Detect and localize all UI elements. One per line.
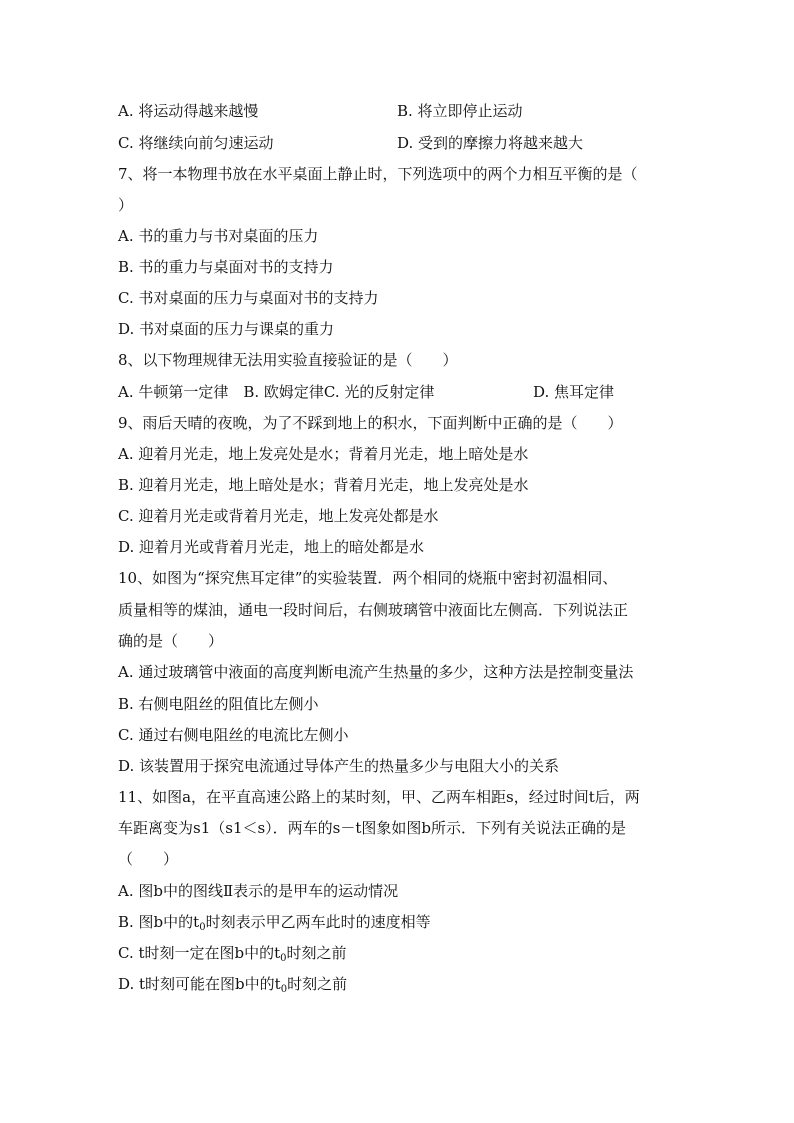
q8-options-abc: A. 牛顿第一定律 B. 欧姆定律C. 光的反射定律 [118, 383, 435, 401]
q10-stem-line-1: 10、如图为“探究焦耳定律”的实验装置．两个相同的烧瓶中密封初温相同、 [118, 569, 618, 587]
q10-option-b: B. 右侧电阻丝的阻值比左侧小 [118, 695, 319, 713]
q10-option-d: D. 该装置用于探究电流通过导体产生的热量多少与电阻大小的关系 [118, 757, 560, 775]
q11-option-b-post: 时刻表示甲乙两车此时的速度相等 [205, 913, 431, 931]
q6-option-a: A. 将运动得越来越慢 [118, 102, 259, 120]
q10-option-c: C. 通过右侧电阻丝的电流比左侧小 [118, 726, 349, 744]
q6-option-b: B. 将立即停止运动 [397, 102, 523, 120]
q11-option-d-subscript: 0 [280, 984, 288, 995]
q7-option-a: A. 书的重力与书对桌面的压力 [118, 227, 319, 245]
q7-stem-line-1: 7、将一本物理书放在水平桌面上静止时，下列选项中的两个力相互平衡的是（ [118, 165, 638, 183]
q8-stem: 8、以下物理规律无法用实验直接验证的是（ ） [118, 351, 458, 369]
q11-option-a: A. 图b中的图线Ⅱ表示的是甲车的运动情况 [118, 882, 399, 900]
q7-stem-line-2: ） [118, 196, 134, 214]
q11-option-c-subscript: 0 [280, 953, 287, 964]
q11-stem-line-3: （ ） [118, 850, 179, 868]
q9-option-a: A. 迎着月光走，地上发亮处是水；背着月光走，地上暗处是水 [118, 445, 529, 463]
q9-stem: 9、雨后天晴的夜晚，为了不踩到地上的积水，下面判断中正确的是（ ） [118, 414, 623, 432]
q11-option-b [118, 912, 431, 932]
q6-option-c: C. 将继续向前匀速运动 [118, 134, 274, 152]
q10-option-a: A. 通过玻璃管中液面的高度判断电流产生热量的多少，这种方法是控制变量法 [118, 663, 634, 681]
q6-option-d: D. 受到的摩擦力将越来越大 [397, 134, 584, 152]
q10-stem-line-2: 质量相等的煤油，通电一段时间后，右侧玻璃管中液面比左侧高．下列说法正 [118, 601, 629, 619]
q11-option-c-pre: C. t时刻一定在图b中的t [118, 944, 281, 962]
q9-option-d: D. 迎着月光或背着月光走，地上的暗处都是水 [118, 538, 425, 556]
q11-stem-line-1: 11、如图a，在平直高速公路上的某时刻，甲、乙两车相距s，经过时间t后，两 [118, 788, 640, 806]
q11-option-c [118, 943, 347, 963]
q9-option-b: B. 迎着月光走，地上暗处是水；背着月光走，地上发亮处是水 [118, 476, 529, 494]
q11-option-d [118, 974, 347, 994]
q10-stem-line-3: 确的是（ ） [118, 632, 224, 650]
q11-option-b-subscript: 0 [199, 922, 206, 933]
q8-option-d: D. 焦耳定律 [533, 383, 615, 401]
q11-option-c-post: 时刻之前 [286, 944, 347, 962]
q9-option-c: C. 迎着月光走或背着月光走，地上发亮处都是水 [118, 507, 439, 525]
q11-option-d-post: 时刻之前 [287, 975, 348, 993]
q11-option-d-pre: D. t时刻可能在图b中的t [118, 975, 281, 993]
q7-option-b: B. 书的重力与桌面对书的支持力 [118, 258, 334, 276]
q7-option-c: C. 书对桌面的压力与桌面对书的支持力 [118, 289, 379, 307]
q11-option-b-pre: B. 图b中的t [118, 913, 200, 931]
q7-option-d: D. 书对桌面的压力与课桌的重力 [118, 320, 335, 338]
q11-stem-line-2: 车距离变为s1（s1＜s）．两车的s－t图象如图b所示．下列有关说法正确的是 [118, 819, 627, 837]
